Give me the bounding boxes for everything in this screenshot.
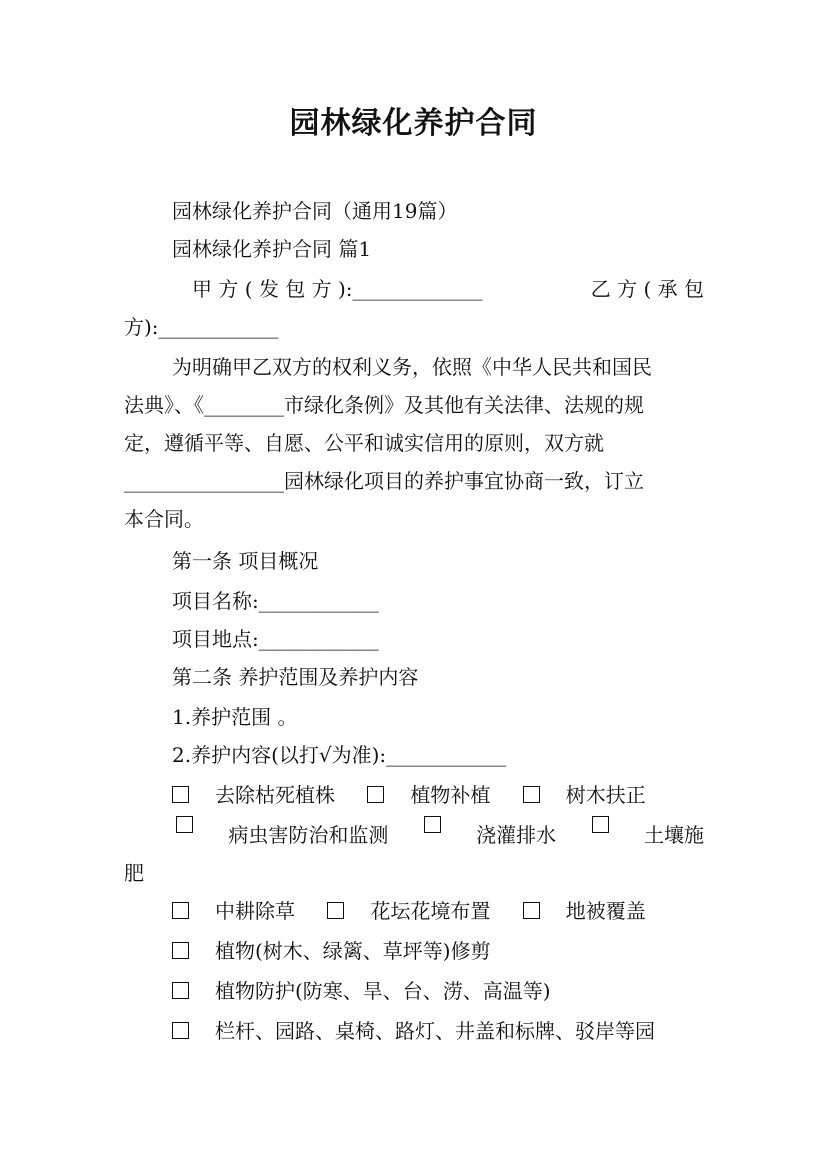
- option-label: 土壤施: [643, 823, 704, 847]
- option-prune-row: [172, 932, 704, 970]
- checkbox: [172, 982, 189, 999]
- checkbox: [424, 816, 441, 833]
- document-title: 园林绿化养护合同: [289, 106, 538, 141]
- options-row-1: [172, 776, 704, 814]
- checkbox: [172, 942, 189, 959]
- intro-line-1: 为明确甲乙双方的权利义务，依照《中华人民共和国民: [172, 355, 652, 379]
- options-row-2-cont: 肥: [124, 861, 144, 885]
- article1-heading: 第一条 项目概况: [172, 549, 319, 573]
- party-b-line: 方):____________: [124, 315, 279, 339]
- subtitle: 园林绿化养护合同（通用19篇）: [172, 199, 458, 223]
- checkbox: [592, 816, 609, 833]
- section-heading: 园林绿化养护合同 篇1: [172, 237, 372, 261]
- party-a-blank: _____________: [352, 277, 483, 301]
- checkbox: [172, 786, 189, 803]
- option-label: 植物(树木、绿篱、草坪等)修剪: [215, 939, 491, 963]
- option-label: 植物防护(防寒、旱、台、涝、高温等): [215, 979, 551, 1003]
- scope-item: 1.养护范围 。: [172, 705, 298, 729]
- party-b-label: 乙 方 ( 承 包: [590, 277, 704, 301]
- option-label: 去除枯死植株: [215, 783, 335, 807]
- checkbox: [367, 786, 384, 803]
- option-label: 植物补植: [410, 783, 491, 807]
- option-label: 树木扶正: [565, 783, 646, 807]
- party-b-blank: ____________: [158, 315, 279, 339]
- option-label: 地被覆盖: [565, 899, 646, 923]
- checkbox: [327, 902, 344, 919]
- party-line: [192, 270, 704, 308]
- intro-line-2: 法典》、《________市绿化条例》及其他有关法律、法规的规: [124, 393, 644, 417]
- project-name-field: 项目名称:____________: [172, 589, 379, 613]
- option-protect-row: [172, 972, 704, 1010]
- options-row-3: [172, 892, 704, 930]
- checkbox: [523, 786, 540, 803]
- checkbox: [523, 902, 540, 919]
- project-location-field: 项目地点:____________: [172, 627, 379, 651]
- party-a: 甲 方 ( 发 包 方 ):_____________: [192, 277, 483, 301]
- option-label: 中耕除草: [215, 899, 295, 923]
- intro-line-3: 定，遵循平等、自愿、公平和诚实信用的原则，双方就: [124, 431, 604, 455]
- article2-heading: 第二条 养护范围及养护内容: [172, 665, 419, 689]
- option-label: 病虫害防治和监测: [228, 823, 389, 847]
- intro-line-4: ________________园林绿化项目的养护事宜协商一致，订立: [124, 469, 644, 493]
- intro-line-5: 本合同。: [124, 507, 204, 531]
- checkbox: [176, 816, 193, 833]
- option-label: 浇灌排水: [476, 823, 557, 847]
- options-row-2: [176, 816, 704, 854]
- content-item: 2.养护内容(以打√为准):____________: [172, 743, 507, 767]
- checkbox: [172, 1022, 189, 1039]
- option-facilities-row: [172, 1012, 704, 1050]
- option-label: 花坛花境布置: [370, 899, 491, 923]
- option-label: 栏杆、园路、桌椅、路灯、井盖和标牌、驳岸等园: [215, 1019, 655, 1043]
- checkbox: [172, 902, 189, 919]
